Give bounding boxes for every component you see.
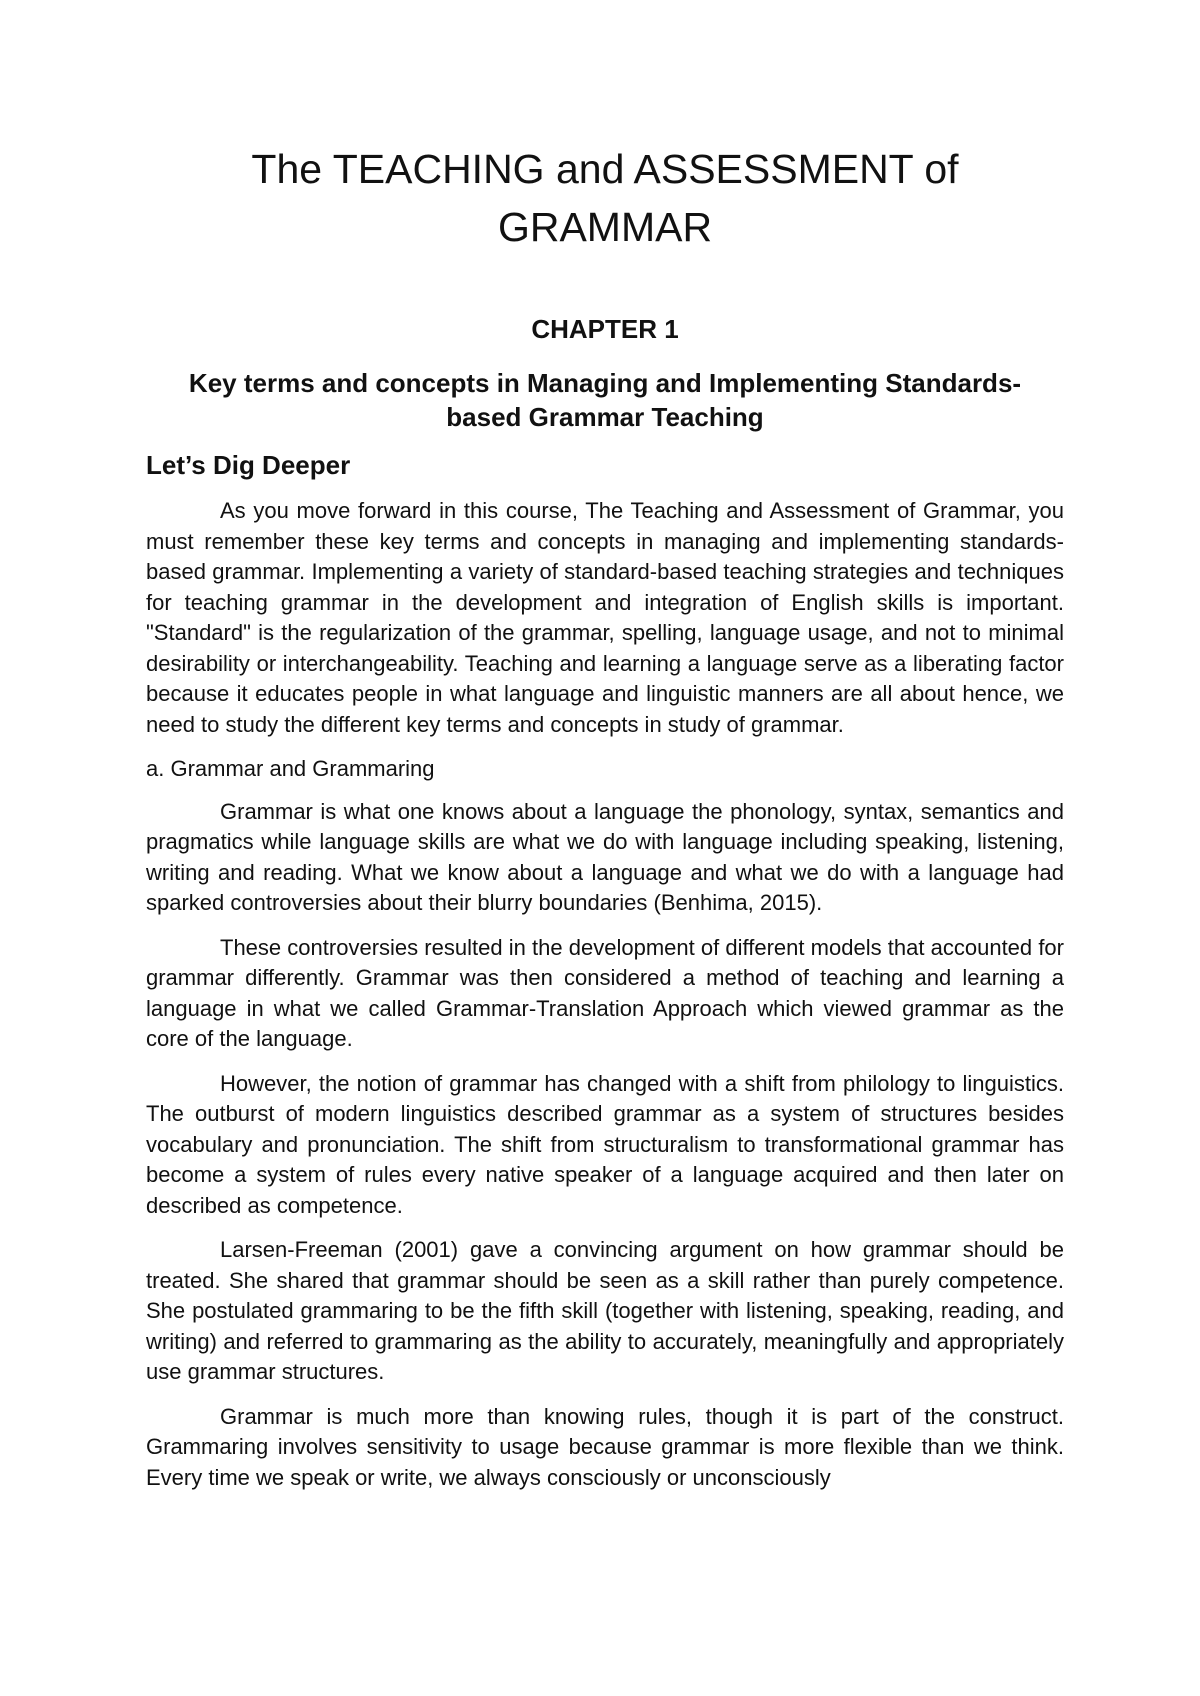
chapter-subtitle-line-1: Key terms and concepts in Managing and Implementing Standards-: [188, 368, 1022, 398]
body-paragraph: Grammar is what one knows about a language the phonology, syntax, semantics and pragmatics while language skills are what we do with language including speaking, listening, writing and reading. What we know about a language and what we do with a language had sparked controversies about their blurry boundaries (Benhima, 2015).: [146, 798, 1064, 915]
body-paragraph: These controversies resulted in the development of different models that accounted for grammar differently. Grammar was then considered a method of teaching and learning a language in what we called Grammar-Translation Approach which viewed grammar as the core of the language.: [146, 934, 1064, 1051]
subheading-grammar-and-grammaring: a. Grammar and Grammaring: [146, 756, 435, 781]
body-paragraph: Larsen-Freeman (2001) gave a convincing argument on how grammar should be treated. She shared that grammar should be seen as a skill rather than purely competence. She postulated grammaring to be the fifth skill (together with listening, speaking, reading, and writing) and referred to grammaring as the ability to accurately, meaningfully and appropriately use grammar structures.: [146, 1237, 1064, 1384]
intro-paragraph: As you move forward in this course, The Teaching and Assessment of Grammar, you must remember these key terms and concepts in managing and implementing standards-based grammar. Implementing a variety of standard-based teaching strategies and techniques for teaching grammar in the development and integration of English skills is important. "Standard" is the regularization of the grammar, spelling, language usage, and not to minimal desirability or interchangeability. Teaching and learning a language serve as a liberating factor because it educates people in what language and linguistic manners are all about hence, we need to study the different key terms and concepts in study of grammar.: [146, 498, 1064, 737]
document-title: [146, 140, 1064, 256]
section-heading: Let’s Dig Deeper: [146, 450, 351, 480]
document-page: [146, 140, 1064, 1493]
document-title-line-2: GRAMMAR: [497, 204, 713, 250]
body-paragraph: However, the notion of grammar has changed with a shift from philology to linguistics. The outburst of modern linguistics described grammar as a system of structures besides vocabulary and pronunciation. The shift from structuralism to transformational grammar has become a system of rules every native speaker of a language acquired and then later on described as competence.: [146, 1070, 1064, 1218]
body-paragraph: Grammar is much more than knowing rules, though it is part of the construct. Grammaring involves sensitivity to usage because grammar is more flexible than we think. Every time we speak or write, we always consciously or unconsciously: [146, 1403, 1064, 1490]
chapter-subtitle-line-2: based Grammar Teaching: [446, 402, 764, 432]
chapter-heading: CHAPTER 1: [531, 314, 679, 344]
document-title-line-1: The TEACHING and ASSESSMENT of: [251, 146, 959, 192]
chapter-subtitle: [146, 366, 1064, 434]
